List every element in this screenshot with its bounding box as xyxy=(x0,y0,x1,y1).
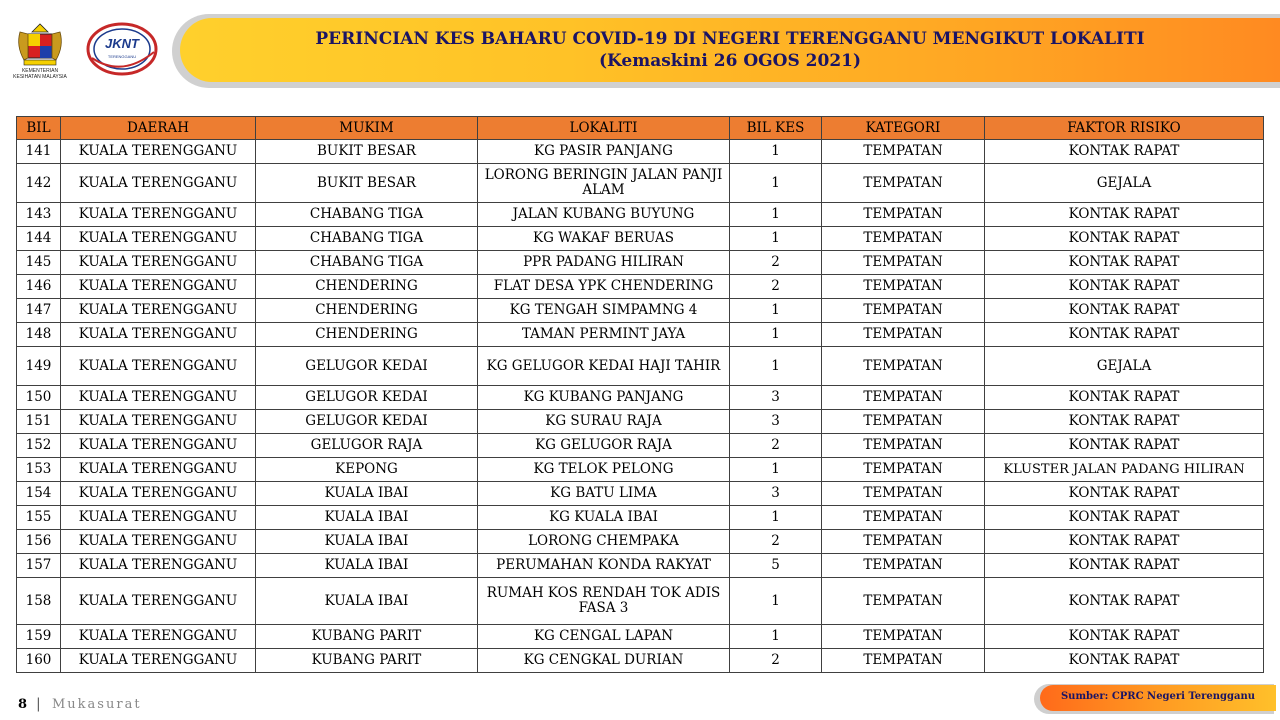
page-label: Mukasurat xyxy=(52,697,142,712)
cell-bil: 160 xyxy=(17,649,61,673)
page-title xyxy=(180,28,1280,72)
cell-bil: 149 xyxy=(17,347,61,386)
column-header-mukim: MUKIM xyxy=(256,117,478,140)
cell-mukim: KEPONG xyxy=(256,458,478,482)
column-header-daerah: DAERAH xyxy=(61,117,256,140)
cell-daerah: KUALA TERENGGANU xyxy=(61,482,256,506)
cell-daerah: KUALA TERENGGANU xyxy=(61,164,256,203)
cell-faktor-risiko: KONTAK RAPAT xyxy=(985,554,1264,578)
cell-bil-kes: 1 xyxy=(730,625,822,649)
cell-kategori: TEMPATAN xyxy=(822,458,985,482)
table-row xyxy=(17,578,1264,625)
cell-bil: 150 xyxy=(17,386,61,410)
cell-bil-kes: 1 xyxy=(730,203,822,227)
table-row xyxy=(17,482,1264,506)
cell-daerah: KUALA TERENGGANU xyxy=(61,140,256,164)
cell-faktor-risiko: KONTAK RAPAT xyxy=(985,410,1264,434)
cell-faktor-risiko: KONTAK RAPAT xyxy=(985,625,1264,649)
cell-faktor-risiko: KONTAK RAPAT xyxy=(985,140,1264,164)
cell-faktor-risiko: KLUSTER JALAN PADANG HILIRAN xyxy=(985,458,1264,482)
cell-bil: 154 xyxy=(17,482,61,506)
cell-daerah: KUALA TERENGGANU xyxy=(61,506,256,530)
cell-mukim: KUALA IBAI xyxy=(256,482,478,506)
column-header-lokaliti: LOKALITI xyxy=(478,117,730,140)
table-row xyxy=(17,227,1264,251)
cell-faktor-risiko: KONTAK RAPAT xyxy=(985,386,1264,410)
cell-kategori: TEMPATAN xyxy=(822,203,985,227)
source-text: Sumber: CPRC Negeri Terengganu xyxy=(1060,691,1256,702)
cell-bil-kes: 1 xyxy=(730,578,822,625)
cell-kategori: TEMPATAN xyxy=(822,227,985,251)
cell-lokaliti: PERUMAHAN KONDA RAKYAT xyxy=(478,554,730,578)
cell-mukim: CHABANG TIGA xyxy=(256,227,478,251)
cell-faktor-risiko: KONTAK RAPAT xyxy=(985,434,1264,458)
cell-bil: 153 xyxy=(17,458,61,482)
cell-faktor-risiko: KONTAK RAPAT xyxy=(985,530,1264,554)
cell-bil: 146 xyxy=(17,275,61,299)
cell-bil: 158 xyxy=(17,578,61,625)
cell-bil-kes: 2 xyxy=(730,530,822,554)
table-row xyxy=(17,506,1264,530)
table-row xyxy=(17,530,1264,554)
cell-kategori: TEMPATAN xyxy=(822,347,985,386)
cell-daerah: KUALA TERENGGANU xyxy=(61,530,256,554)
cell-bil-kes: 3 xyxy=(730,386,822,410)
cell-mukim: KUALA IBAI xyxy=(256,554,478,578)
table-row xyxy=(17,299,1264,323)
cell-bil: 156 xyxy=(17,530,61,554)
cell-kategori: TEMPATAN xyxy=(822,386,985,410)
cell-kategori: TEMPATAN xyxy=(822,251,985,275)
table-row xyxy=(17,625,1264,649)
cell-lokaliti: KG KUBANG PANJANG xyxy=(478,386,730,410)
cell-bil: 148 xyxy=(17,323,61,347)
cell-mukim: CHENDERING xyxy=(256,275,478,299)
cell-faktor-risiko: KONTAK RAPAT xyxy=(985,275,1264,299)
cell-bil-kes: 3 xyxy=(730,482,822,506)
jknt-logo-text: JKNT xyxy=(105,36,139,51)
table-row xyxy=(17,410,1264,434)
cell-lokaliti: KG CENGAL LAPAN xyxy=(478,625,730,649)
cell-mukim: GELUGOR KEDAI xyxy=(256,386,478,410)
cell-mukim: KUBANG PARIT xyxy=(256,649,478,673)
table-row xyxy=(17,203,1264,227)
jknt-logo xyxy=(84,22,162,76)
table-row xyxy=(17,458,1264,482)
cell-daerah: KUALA TERENGGANU xyxy=(61,386,256,410)
ministry-caption: KEMENTERIAN KESIHATAN MALAYSIA xyxy=(13,68,67,80)
cell-daerah: KUALA TERENGGANU xyxy=(61,227,256,251)
cell-lokaliti: KG WAKAF BERUAS xyxy=(478,227,730,251)
table-row xyxy=(17,164,1264,203)
cell-daerah: KUALA TERENGGANU xyxy=(61,625,256,649)
cell-faktor-risiko: GEJALA xyxy=(985,164,1264,203)
cell-mukim: KUBANG PARIT xyxy=(256,625,478,649)
cell-bil-kes: 1 xyxy=(730,164,822,203)
cell-bil-kes: 2 xyxy=(730,649,822,673)
cell-daerah: KUALA TERENGGANU xyxy=(61,458,256,482)
cases-table xyxy=(16,116,1264,673)
cell-faktor-risiko: KONTAK RAPAT xyxy=(985,203,1264,227)
cell-lokaliti: PPR PADANG HILIRAN xyxy=(478,251,730,275)
cell-kategori: TEMPATAN xyxy=(822,140,985,164)
cell-lokaliti: LORONG CHEMPAKA xyxy=(478,530,730,554)
cell-bil: 159 xyxy=(17,625,61,649)
cell-mukim: BUKIT BESAR xyxy=(256,140,478,164)
cell-daerah: KUALA TERENGGANU xyxy=(61,323,256,347)
cell-faktor-risiko: KONTAK RAPAT xyxy=(985,227,1264,251)
table-row xyxy=(17,434,1264,458)
cell-lokaliti: JALAN KUBANG BUYUNG xyxy=(478,203,730,227)
cell-bil-kes: 1 xyxy=(730,347,822,386)
cell-bil: 141 xyxy=(17,140,61,164)
slide-header xyxy=(0,0,1280,100)
cell-bil-kes: 2 xyxy=(730,251,822,275)
cell-kategori: TEMPATAN xyxy=(822,554,985,578)
cell-mukim: GELUGOR KEDAI xyxy=(256,410,478,434)
cell-daerah: KUALA TERENGGANU xyxy=(61,578,256,625)
cell-lokaliti: KG KUALA IBAI xyxy=(478,506,730,530)
cell-lokaliti: KG TENGAH SIMPAMNG 4 xyxy=(478,299,730,323)
column-header-faktor-risiko: FAKTOR RISIKO xyxy=(985,117,1264,140)
cell-lokaliti: FLAT DESA YPK CHENDERING xyxy=(478,275,730,299)
cell-lokaliti: LORONG BERINGIN JALAN PANJI ALAM xyxy=(478,164,730,203)
cell-lokaliti: TAMAN PERMINT JAYA xyxy=(478,323,730,347)
cell-mukim: CHENDERING xyxy=(256,299,478,323)
cell-kategori: TEMPATAN xyxy=(822,530,985,554)
column-header-bil-kes: BIL KES xyxy=(730,117,822,140)
cell-daerah: KUALA TERENGGANU xyxy=(61,347,256,386)
cell-faktor-risiko: KONTAK RAPAT xyxy=(985,323,1264,347)
cell-kategori: TEMPATAN xyxy=(822,578,985,625)
cell-kategori: TEMPATAN xyxy=(822,434,985,458)
cell-kategori: TEMPATAN xyxy=(822,482,985,506)
cell-daerah: KUALA TERENGGANU xyxy=(61,203,256,227)
column-header-bil: BIL xyxy=(17,117,61,140)
table-row xyxy=(17,323,1264,347)
cell-bil-kes: 1 xyxy=(730,458,822,482)
cell-mukim: KUALA IBAI xyxy=(256,530,478,554)
column-header-kategori: KATEGORI xyxy=(822,117,985,140)
cell-bil: 155 xyxy=(17,506,61,530)
cell-lokaliti: KG GELUGOR KEDAI HAJI TAHIR xyxy=(478,347,730,386)
cell-kategori: TEMPATAN xyxy=(822,410,985,434)
cell-bil: 152 xyxy=(17,434,61,458)
cell-kategori: TEMPATAN xyxy=(822,299,985,323)
cell-mukim: CHABANG TIGA xyxy=(256,251,478,275)
cell-mukim: KUALA IBAI xyxy=(256,578,478,625)
cell-bil-kes: 1 xyxy=(730,506,822,530)
table-row xyxy=(17,554,1264,578)
table-row xyxy=(17,649,1264,673)
cell-kategori: TEMPATAN xyxy=(822,506,985,530)
cell-daerah: KUALA TERENGGANU xyxy=(61,410,256,434)
cell-faktor-risiko: KONTAK RAPAT xyxy=(985,299,1264,323)
cell-bil-kes: 5 xyxy=(730,554,822,578)
cell-bil: 147 xyxy=(17,299,61,323)
cell-faktor-risiko: KONTAK RAPAT xyxy=(985,578,1264,625)
jknt-logo-caption: TERENGGANU xyxy=(107,54,137,59)
cell-kategori: TEMPATAN xyxy=(822,164,985,203)
cell-faktor-risiko: KONTAK RAPAT xyxy=(985,251,1264,275)
cell-mukim: CHENDERING xyxy=(256,323,478,347)
cell-bil: 157 xyxy=(17,554,61,578)
cell-daerah: KUALA TERENGGANU xyxy=(61,275,256,299)
cell-bil: 145 xyxy=(17,251,61,275)
cell-faktor-risiko: KONTAK RAPAT xyxy=(985,482,1264,506)
cell-daerah: KUALA TERENGGANU xyxy=(61,434,256,458)
cell-bil-kes: 1 xyxy=(730,299,822,323)
cell-kategori: TEMPATAN xyxy=(822,323,985,347)
cell-daerah: KUALA TERENGGANU xyxy=(61,251,256,275)
table-header-row xyxy=(17,117,1264,140)
cell-daerah: KUALA TERENGGANU xyxy=(61,554,256,578)
cell-daerah: KUALA TERENGGANU xyxy=(61,649,256,673)
cell-bil-kes: 3 xyxy=(730,410,822,434)
cell-lokaliti: KG PASIR PANJANG xyxy=(478,140,730,164)
table-row xyxy=(17,386,1264,410)
table-row xyxy=(17,275,1264,299)
cell-mukim: CHABANG TIGA xyxy=(256,203,478,227)
cell-bil-kes: 2 xyxy=(730,275,822,299)
table-row xyxy=(17,140,1264,164)
cell-faktor-risiko: GEJALA xyxy=(985,347,1264,386)
title-line-1: PERINCIAN KES BAHARU COVID-19 DI NEGERI TERENGGANU MENGIKUT LOKALITI xyxy=(315,29,1145,49)
cell-bil-kes: 1 xyxy=(730,323,822,347)
cell-lokaliti: KG SURAU RAJA xyxy=(478,410,730,434)
cell-bil-kes: 1 xyxy=(730,140,822,164)
cell-lokaliti: KG CENGKAL DURIAN xyxy=(478,649,730,673)
cell-faktor-risiko: KONTAK RAPAT xyxy=(985,649,1264,673)
cell-mukim: GELUGOR RAJA xyxy=(256,434,478,458)
cell-kategori: TEMPATAN xyxy=(822,625,985,649)
cell-lokaliti: KG GELUGOR RAJA xyxy=(478,434,730,458)
cell-mukim: BUKIT BESAR xyxy=(256,164,478,203)
cell-bil: 144 xyxy=(17,227,61,251)
cell-bil: 143 xyxy=(17,203,61,227)
cell-lokaliti: KG TELOK PELONG xyxy=(478,458,730,482)
table-row xyxy=(17,347,1264,386)
cell-mukim: KUALA IBAI xyxy=(256,506,478,530)
cell-bil-kes: 1 xyxy=(730,227,822,251)
title-line-2: (Kemaskini 26 OGOS 2021) xyxy=(598,51,862,71)
page-number: 8 xyxy=(18,697,28,712)
cell-bil: 151 xyxy=(17,410,61,434)
table-row xyxy=(17,251,1264,275)
page-separator: | xyxy=(36,696,41,712)
cell-mukim: GELUGOR KEDAI xyxy=(256,347,478,386)
cell-faktor-risiko: KONTAK RAPAT xyxy=(985,506,1264,530)
cell-kategori: TEMPATAN xyxy=(822,649,985,673)
cell-kategori: TEMPATAN xyxy=(822,275,985,299)
cell-lokaliti: KG BATU LIMA xyxy=(478,482,730,506)
cell-bil-kes: 2 xyxy=(730,434,822,458)
cell-bil: 142 xyxy=(17,164,61,203)
cell-daerah: KUALA TERENGGANU xyxy=(61,299,256,323)
cell-lokaliti: RUMAH KOS RENDAH TOK ADIS FASA 3 xyxy=(478,578,730,625)
